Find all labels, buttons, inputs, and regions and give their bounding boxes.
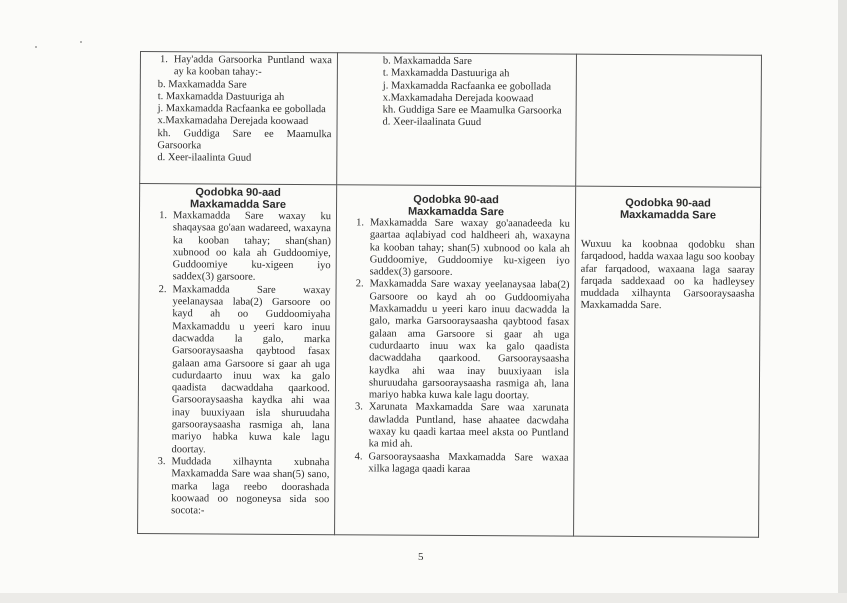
table-cell — [335, 185, 576, 536]
item-text: Maxkamadda Sare waxay yeelanaysaa laba(2) Garsoore oo kayd ah oo Guddoomiyaha Maxkamaddu u yeeri karo inuu dacwadda la galo, marka Garsooraysaasha qaybtood fasax galaan ama Garsoore si gaar ah uga cudurdaarto inuu wax ka galo qaadista dacwaddaha qaarkood. Garsooraysaasha kaydka ahi waa inay buuxiyaan isla shuruudaha garsooraysaasha rasmiga ah, lana mariyo habka kuwa kale lagu doortay. — [368, 278, 570, 402]
list-item: x.Maxkamadaha Derejada koowaad — [382, 92, 534, 105]
list-item — [146, 54, 332, 80]
table-cell — [138, 184, 337, 535]
article-heading: Qodobka 90-aad — [625, 196, 711, 210]
item-text: Maxkamadda Sare waxay yeelanaysaa laba(2) Garsoore oo kayd ah oo Guddoomiyaha Maxkamaddu u yeeri karo inuu dacwadda la galo, marka Garsooraysaasha qaybtood fasax galaan ama Garsoore si gaar ah uga cudurdaarto inuu wax ka galo qaadista dacwaddaha qaarkood. Garsooraysaasha kaydka ahi waa inay buuxiyaan isla shuruudaha garsooraysaasha rasmiga ah, lana mariyo habka kuwa kale lagu doortay. — [171, 283, 331, 456]
list-item: d. Xeer-ilaalinata Guud — [382, 116, 482, 129]
list-item — [341, 402, 569, 453]
list-item — [341, 279, 570, 403]
list-item: j. Maxkamadda Racfaanka ee gobollada — [157, 103, 326, 116]
table-row — [138, 184, 761, 538]
comparison-table — [137, 51, 762, 538]
item-text: Hay'adda Garsoorka Puntland waxa ay ka kooban tahay:- — [173, 54, 332, 79]
sub-list — [145, 79, 332, 166]
list-item — [342, 217, 570, 280]
scan-edge — [838, 0, 847, 603]
item-number: 1. — [356, 217, 364, 229]
commentary-text: Wuxuu ka koobnaa qodobku shan farqadood, hadda waxaa lagu soo koobay afar farqadood, waxaana laga saaray farqada saddexaad oo ka hadleysey muddada xilhaynta Garsooraysaasha Maxkamadda Sare. — [580, 238, 755, 312]
list-item: j. Maxkamadda Racfaanka ee gobollada — [382, 80, 552, 93]
item-number: 3. — [354, 401, 363, 413]
list-item: b. Maxkamadda Sare — [382, 55, 472, 68]
table-cell — [576, 54, 762, 187]
item-text: Maxkamadda Sare waxay ku shaqaysaa go'aan wadareed, waxayna ka kooban tahay; shan(shan) xubnood oo kala ah Guddoomiye, Guddoomiye ku-xigeen iyo saddex(3) garsoore. — [172, 210, 332, 284]
paper-speck — [35, 46, 37, 48]
list-item — [340, 451, 568, 477]
list-item — [143, 456, 329, 519]
sub-list — [343, 55, 571, 130]
list-item: d. Xeer-ilaalinta Guud — [157, 152, 252, 165]
table-cell — [337, 53, 577, 186]
page-number: 5 — [418, 551, 424, 563]
item-text: Muddada xilhaynta xubnaha Maxkamadda Sare waa shan(5) sano, marka laga reebo doorashada koowaad oo nogoneysa sida soo socota:- — [171, 456, 330, 517]
item-text: Garsooraysaasha Maxkamadda Sare waxaa xilka lagaga qaadi karaa — [368, 451, 569, 475]
list-item: kh. Guddiga Sare ee Maamulka Garsoorka — [157, 127, 332, 152]
item-number: 2. — [355, 278, 364, 290]
list-item: t. Maxkamadda Dastuuriga ah — [157, 90, 285, 103]
item-number: 1. — [160, 54, 168, 66]
table-cell — [574, 186, 761, 537]
list-item: t. Maxkamadda Dastuuriga ah — [382, 67, 510, 80]
item-number: 1. — [159, 210, 168, 222]
article-subheading: Maxkamadda Sare — [407, 205, 505, 219]
list-item: b. Maxkamadda Sare — [157, 78, 247, 91]
item-number: 3. — [157, 456, 166, 468]
list-item: kh. Guddiga Sare ee Maamulka Garsoorka — [382, 104, 562, 117]
article-subheading: Maxkamadda Sare — [190, 198, 287, 211]
scan-edge — [0, 593, 847, 603]
article-heading: Qodobka 90-aad — [413, 193, 499, 207]
list-item: x.Maxkamadaha Derejada koowaad — [157, 115, 309, 128]
item-text: Maxkamadda Sare waxay go'aanadeeda ku gaartaa aqlabiyad cod haldheeri ah, waxayna ka kooban tahay; shan(5) xubnood oo kala ah Guddoomiye, Guddoomiye ku-xigeen iyo saddex(3) garsoore. — [369, 217, 570, 279]
item-number: 2. — [158, 283, 167, 295]
item-number: 4. — [354, 450, 363, 463]
article-heading: Qodobka 90-aad — [195, 186, 281, 199]
table-row — [140, 52, 762, 188]
paper-speck — [80, 41, 82, 43]
list-item — [144, 284, 331, 457]
list-item — [145, 210, 331, 285]
item-text: Xarunata Maxkamadda Sare waa xarunata dawladda Puntland, hase ahaatee dacwdaha waxay ku qaadi kartaa meel aksta oo Puntland ka mid ah. — [368, 401, 569, 451]
table-cell — [140, 52, 338, 185]
article-subheading: Maxkamadda Sare — [619, 208, 717, 222]
